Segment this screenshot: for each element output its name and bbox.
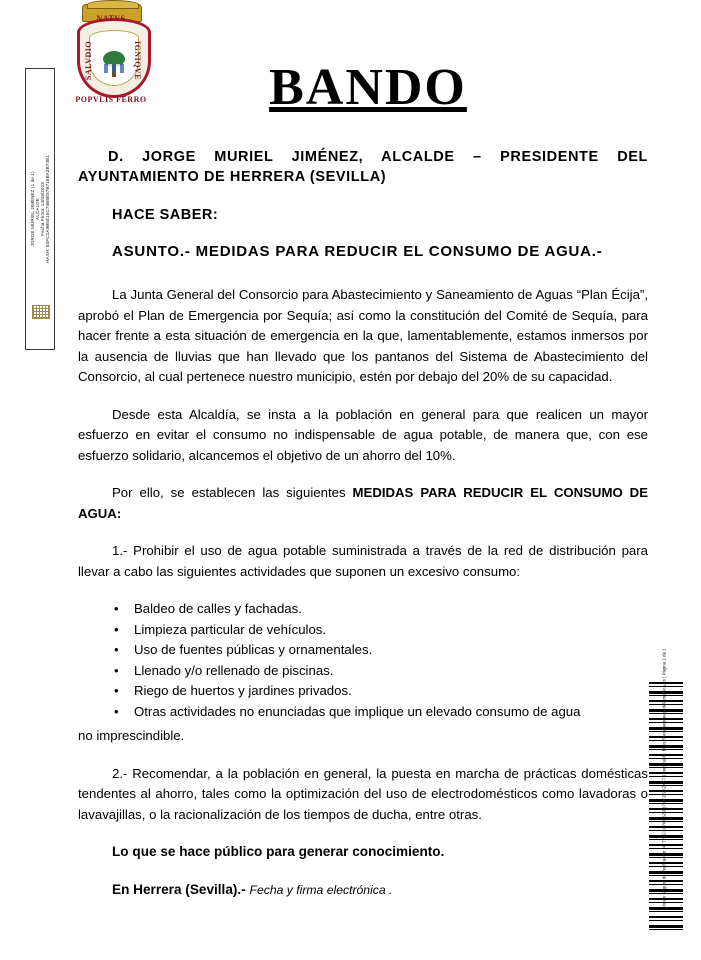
signature-strip-text [30,77,50,341]
seal-icon [32,305,50,319]
barcode-label: Código Seguro de Verificación: ATT2VC2A7KCSZ9Q7KEJ29KZKF7 | Verificable: https://sedeherrera.sedelectronica.es | Página 1 de 1 [661,648,667,910]
por-ello-bold: MEDIDAS PARA REDUCIR EL CONSUMO DE AGUA: [78,485,648,521]
document-body [78,58,648,900]
measure-one: 1.- Prohibir el uso de agua potable suministrada a través de la red de distribución para llevar a cabo las siguientes actividades que suponen un excesivo consumo: [78,543,648,579]
page-title: BANDO [269,59,467,116]
measure-two: 2.- Recomendar, a la población en general, la puesta en marcha de prácticas domésticas tendentes al ahorro, tales como la optimización del uso de electrodomésticos como lavadoras o lavavajillas, o la racionalización de los tiempos de ducha, entre otras. [78,765,648,822]
closing-statement: Lo que se hace público para generar conocimiento. [112,844,445,859]
list-item: • Limpieza particular de vehículos. [134,620,648,641]
paragraph-por-ello [78,483,648,524]
signature-note: Fecha y firma electrónica . [249,883,393,897]
signature-place: En Herrera (Sevilla).- [112,882,250,897]
por-ello-prefix: Por ello, se establecen las siguientes [112,485,353,500]
subject-text: ASUNTO.- MEDIDAS PARA REDUCIR EL CONSUMO DE AGUA.- [112,243,603,260]
crest-motto-right: IGNIQVE [132,40,142,81]
signature-block [78,880,648,900]
list-item: • Baldeo de calles y fachadas. [134,599,648,620]
signature-strip-line-4: HASH: 84FC2A9B5E15C74B8E57B716BA3B74B1 [45,155,50,263]
hace-saber-label: HACE SABER: [112,207,219,223]
paragraph-2: Desde esta Alcaldía, se insta a la población en general para que realicen un mayor esfuerzo en evitar el consumo no indispensable de agua potable, de manera que, con ese esfuerzo solidario, alcancemos el objetivo de un ahorro del 10%. [78,406,648,463]
list-item: • Uso de fuentes públicas y ornamentales. [134,640,648,661]
paragraph-1: La Junta General del Consorcio para Abastecimiento y Saneamiento de Aguas “Plan Écija”, aprobó el Plan de Emergencia por Sequía; así como la constitución del Comité de Sequía, para hacer frente a esta situación de emergencia en la que, lamentablemente, estamos inmersos por la ausencia de lluvias que han llevado que los pantanos del Sistema de Abastecimiento del Consorcio, al cual pertenece nuestro municipio, estén por debajo del 20% de su capacidad. [78,287,648,384]
list-item: • Otras actividades no enunciadas que implique un elevado consumo de agua [134,702,648,723]
authority-line-text: D. JORGE MURIEL JIMÉNEZ, ALCALDE – PRESIDENTE DEL AYUNTAMIENTO DE HERRERA (SEVILLA) [78,149,648,185]
list-item: • Llenado y/o rellenado de piscinas. [134,661,648,682]
prohibited-activities-list [78,599,648,722]
list-item-continuation: no imprescindible. [78,728,185,743]
verification-barcode-block [635,648,683,934]
crest-motto-left: SALVDIO [84,40,94,81]
crest-motto-top: NATVS [96,14,126,23]
authority-line [78,147,648,187]
crest-motto-bottom: POPVLIS FERRO [75,95,147,104]
subject-line [78,241,648,263]
signature-strip-line-2: ALCALDE [35,198,40,220]
signature-strip-line-1: JORGE MURIEL JIMÉNEZ (1 de 1) [30,171,35,247]
signature-strip-line-3: Fecha Firma: 14/03/2023 [40,182,45,236]
list-item: • Riego de huertos y jardines privados. [134,681,648,702]
electronic-signature-strip [25,68,55,350]
